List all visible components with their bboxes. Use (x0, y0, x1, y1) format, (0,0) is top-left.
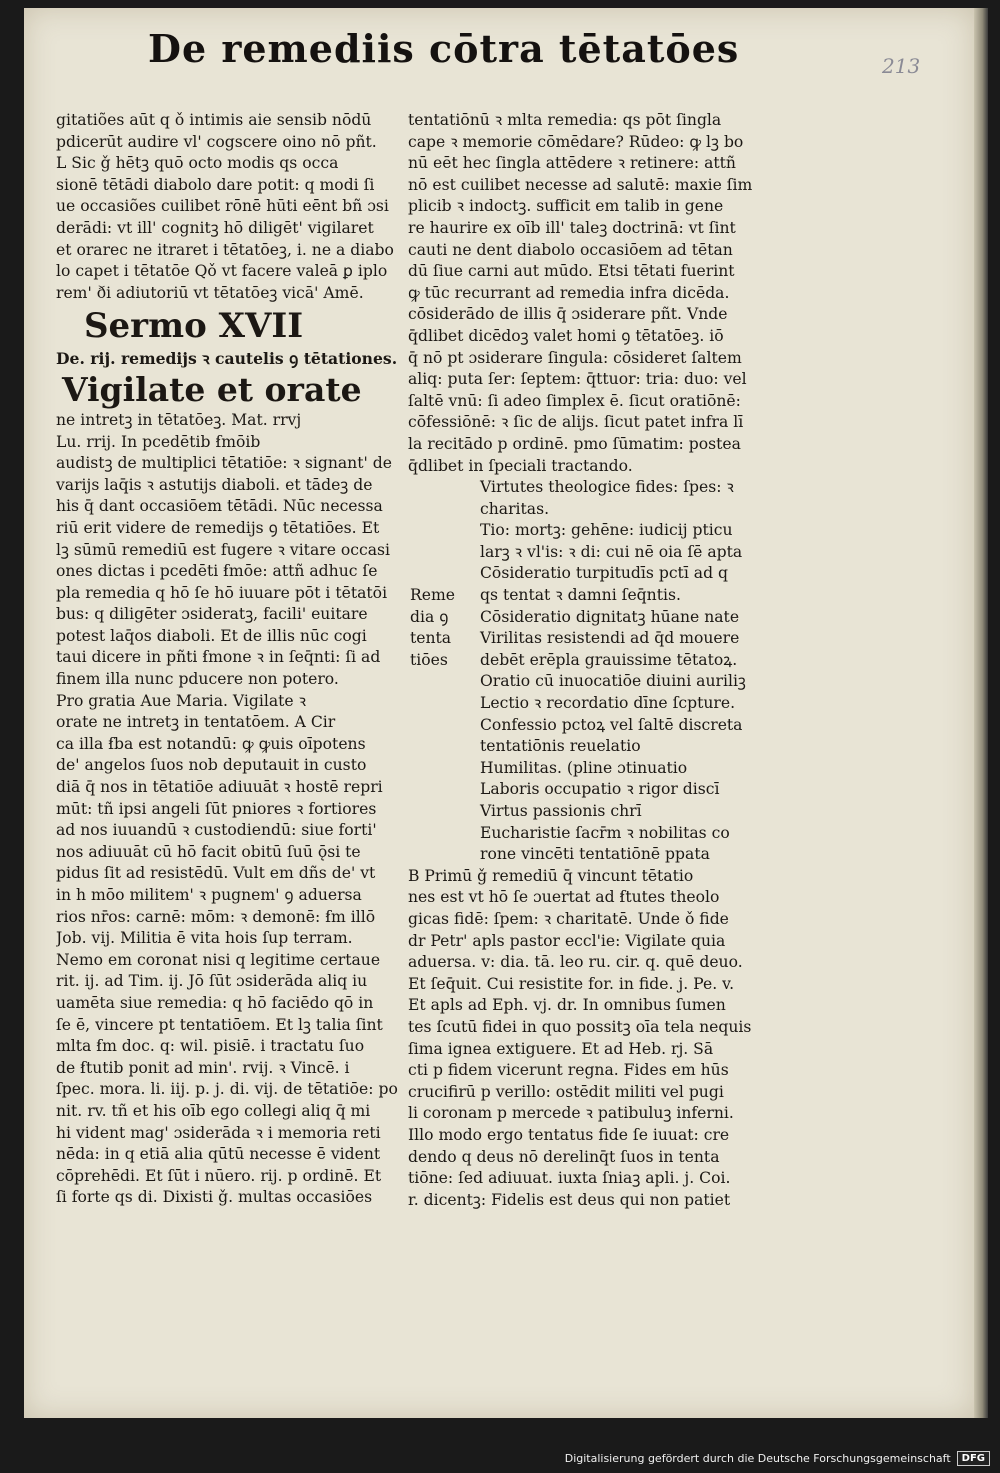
remedy-item: Confessio pctoꝝ vel ſaltē discreta (480, 715, 743, 734)
text-line: ones dictas i pcedēti ẜmōe: attñ adhuc ſe (56, 562, 378, 581)
text-line: bus: q diligēter ɔsideratꝫ, facili' euitare (56, 605, 368, 624)
text-line: aliq: puta ſer: ſeptem: q̄ttuor: tria: duo: vel (408, 370, 747, 389)
text-line: mlta ẜm doc. q: wil. pisiē. i tractatu ſuo (56, 1037, 365, 1056)
side-label-line: tenta (410, 629, 452, 648)
text-line: Illo modo ergo tentatus fide ſe iuuat: cre (408, 1125, 730, 1144)
remedy-item: Cōsideratio turpitudīs pctī ad q (480, 564, 728, 583)
side-label-line: Reme (410, 586, 455, 605)
text-line: rem' ði adiutoriū vt tētatōeꝫ vicā' Amē. (56, 283, 364, 302)
running-head: De remediis cōtra tētatōes (148, 26, 740, 71)
left-column (56, 110, 408, 1209)
text-line: uamēta siue remedia: q hō faciēdo qō in (56, 993, 374, 1012)
side-label-line: dia ꝯ (410, 607, 449, 626)
side-label-line: tiōes (410, 650, 448, 669)
footer-credit (560, 1448, 990, 1468)
text-line: hi vident mag' ɔsiderāda ꝛ i memoria reti (56, 1123, 381, 1142)
text-line: cōsiderādo de illis q̄ ɔsiderare pñt. Vnde (408, 305, 728, 324)
page-edge (974, 8, 988, 1418)
text-line: cape ꝛ memorie cōmēdare? Rūdeo: ꝙ lꝫ bo (408, 132, 744, 151)
text-line: cōfessiōnē: ꝛ ſic de alijs. ſicut patet infra lī (408, 413, 744, 432)
remedy-item: Cōsideratio dignitatꝫ hūane nate (480, 607, 740, 626)
remedy-item: charitas. (480, 499, 550, 518)
text-line: nū eēt hec ſingla attēdere ꝛ retinere: attñ (408, 154, 736, 173)
text-line: Et apls ad Eph. vj. dr. In omnibus ſumen (408, 996, 726, 1015)
text-line: nēda: in q etiā alia qūtū necesse ē vident (56, 1145, 381, 1164)
text-line: cōprehēdi. Et ſūt i nūero. rij. p ordinē. Et (56, 1166, 382, 1185)
text-line: nit. rv. tñ et his oīb ego collegi aliq q̄ mi (56, 1101, 371, 1120)
text-line: Nemo em coronat nisi q legitime certaue (56, 950, 381, 969)
folio-number: 213 (882, 54, 921, 78)
text-line: derādi: vt ill' cognitꝫ hō diligēt' vigilaret (56, 218, 374, 237)
sermo-heading: Sermo XVII (84, 306, 304, 347)
text-line: orate ne intretꝫ in tentatōem. A Cir (56, 713, 336, 732)
remedy-item: Virtutes theologice fides: ſpes: ꝛ (480, 478, 734, 497)
text-line: nō est cuilibet necesse ad salutē: maxie ſim (408, 175, 753, 194)
text-line: de ẜtutib ponit ad min'. rvij. ꝛ Vincē. i (56, 1058, 350, 1077)
remedy-item: Virtus passionis chrī (480, 802, 642, 820)
text-line: L Sic ǧ hētꝫ quō octo modis qs occa (56, 154, 339, 173)
text-line: B Primū ǧ remediū q̄ vincunt tētatio (408, 866, 694, 885)
text-line: ſima ignea extiguere. Et ad Heb. rj. Sā (408, 1039, 714, 1058)
text-line: tiōne: ſed adiuuat. iuxta ſniaꝫ apli. j. Coi. (408, 1169, 731, 1188)
text-line: gicas fidē: ſpem: ꝛ charitatē. Unde ǒ fide (408, 909, 729, 928)
text-line: his q̄ dant occasiōem tētādi. Nūc necessa (56, 497, 383, 516)
text-line: pla remedia q hō ſe hō iuuare pōt i tētatōi (56, 583, 388, 602)
right-column (408, 110, 770, 1211)
remedy-item: Lectio ꝛ recordatio dīne ſcpture. (480, 694, 736, 713)
text-line: ſpec. mora. li. iij. p. j. di. vij. de tētatiōe: po (56, 1080, 398, 1099)
remedy-item: Laboris occupatio ꝛ rigor discī (480, 780, 720, 799)
text-line: plicib ꝛ indoctꝫ. sufficit em talib in gene (408, 197, 724, 216)
text-line: ad nos iuuandū ꝛ custodiendū: siue forti' (56, 821, 377, 840)
text-line: dendo q deus nō derelinq̄t ſuos in tenta (408, 1147, 720, 1166)
text-line: finem illa nunc pducere non potero. (56, 670, 339, 689)
text-line: lo capet i tētatōe Qǒ vt facere valeā ꝑ iplo (56, 262, 388, 281)
text-line: nos adiuuāt cū hō facit obitū ſuū ǭsi te (56, 842, 361, 861)
text-line: aduersa. v: dia. tā. leo ru. cir. q. quē deuo. (408, 953, 743, 972)
text-line: ſaltē vnū: ſi adeo ſimplex ē. ſicut oratiōnē: (408, 391, 741, 410)
remedy-item: Oratio cū inuocatiōe diuini auriliꝫ (480, 672, 746, 691)
text-line: pidus ſit ad resistēdū. Vult em dñs de' vt (56, 864, 376, 883)
text-line: li coronam p mercede ꝛ patibuluꝫ inferni. (408, 1104, 734, 1123)
text-line: ꝙ tūc recurrant ad remedia infra dicēda. (408, 283, 730, 302)
dfg-logo: DFG (957, 1451, 990, 1466)
text-line: mūt: tñ ipsi angeli ſūt pniores ꝛ fortiores (56, 799, 377, 818)
text-line: nes est vt hō ſe ɔuertat ad ẜtutes theolo (408, 888, 720, 907)
text-line: rios nr̄os: carnē: mōm: ꝛ demonē: ẜm illō (56, 907, 376, 926)
remedy-item: Tio: mortꝫ: gehēne: iudicij pticu (480, 521, 733, 540)
text-line: re haurire ex oīb ill' taleꝫ doctrinā: vt ſint (408, 218, 736, 237)
text-line: q̄dlibet dicēdoꝫ valet homi ꝯ tētatōeꝫ. iō (408, 326, 724, 345)
right-text-before (408, 110, 770, 477)
remedy-item: larꝫ ꝛ vl'is: ꝛ di: cui nē oia ſē apta (480, 542, 743, 561)
text-line: tentatiōnū ꝛ mlta remedia: qs pōt ſingla (408, 111, 722, 129)
text-line: diā q̄ nos in tētatiōe adiuuāt ꝛ hostē repri (56, 778, 383, 797)
text-line: varijs laq̄is ꝛ astutijs diaboli. et tādeꝫ de (56, 475, 373, 494)
text-line: ue occasiões cuilibet rōnē hūti eēnt bñ ɔsi (56, 197, 389, 216)
left-text-after (56, 410, 408, 1209)
text-line: r. dicentꝫ: Fidelis est deus qui non patiet (408, 1190, 731, 1209)
text-line: q̄ nō pt ɔsiderare ſingula: cōsideret ſaltem (408, 348, 742, 367)
text-line: ſi forte qs di. Dixisti ǧ. multas occasiōes (56, 1188, 373, 1207)
sermo-subheading: De. rij. remedijs ꝛ cautelis ꝯ tētationes. (56, 349, 398, 369)
text-line: ne intretꝫ in tētatōeꝫ. Mat. rrvj (56, 410, 302, 429)
text-line: taui dicere in pñti ẜmone ꝛ in ſeq̄nti: ſi ad (56, 648, 381, 667)
text-line: q̄dlibet in ſpeciali tractando. (408, 456, 633, 475)
remedy-item: Humilitas. (pline ɔtinuatio (480, 758, 688, 777)
text-line: cauti ne dent diabolo occasiōem ad tētan (408, 240, 733, 259)
text-line: crucifirū p verillo: ostēdit militi vel pugi (408, 1082, 724, 1101)
left-text-before (56, 110, 408, 304)
text-line: lꝫ sūmū remediū est fugere ꝛ vitare occasi (56, 540, 391, 559)
text-line: la recitādo p ordinē. pmo ſūmatim: postea (408, 434, 741, 453)
text-line: Lu. rrij. In pcedētib ẜmōib (56, 432, 261, 451)
incipit: Vigilate et orate (62, 369, 362, 409)
right-text-after (408, 866, 770, 1212)
remedy-item: rone vincēti tentatiōnē ppata (480, 845, 710, 864)
text-line: rit. ij. ad Tim. ij. Jō ſūt ɔsiderāda aliq iu (56, 972, 368, 991)
text-line: pdicerūt audire vl' cogscere oino nō pñt. (56, 132, 377, 151)
remedy-item: debēt erēpla grauissime tētatoꝝ. (480, 650, 738, 669)
text-line: dr Petr' apls pastor eccl'ie: Vigilate quia (408, 931, 726, 950)
text-line: Job. vij. Militia ē vita hois ſup terram. (56, 929, 353, 948)
footer-credit-text: Digitalisierung gefördert durch die Deutsche Forschungsgemeinschaft (564, 1451, 951, 1465)
text-line: sionē tētādi diabolo dare potit: q modi ſi (56, 175, 375, 194)
remedia-side-label (410, 585, 466, 671)
text-line: in h mōo militem' ꝛ pugnem' ꝯ aduersa (56, 886, 362, 904)
text-line: cti p fidem vicerunt regna. Fides em hūs (408, 1061, 729, 1080)
text-line: Pro gratia Aue Maria. Vigilate ꝛ (56, 691, 307, 710)
remedy-item: Eucharistie ſacr̄m ꝛ nobilitas co (480, 823, 730, 842)
text-line: Et ſeq̄uit. Cui resistite for. in fide. j. Pe. v. (408, 974, 735, 993)
text-line: potest laq̄os diaboli. Et de illis nūc cogi (56, 626, 367, 645)
text-line: de' angelos ſuos nob deputauit in custo (56, 756, 367, 775)
text-line: gitatiões aūt q ǒ intimis aie sensib nōdū (56, 111, 372, 129)
text-line: et orarec ne itraret i tētatōeꝫ, i. ne a diabo (56, 240, 394, 259)
remedy-item: Virilitas resistendi ad q̄d mouere (480, 629, 740, 648)
text-line: ca illa ẜba est notandū: ꝙ ꝙuis oīpotens (56, 734, 366, 753)
text-line: audistꝫ de multiplici tētatiōe: ꝛ signant' de (56, 454, 392, 473)
text-line: riū erit videre de remedijs ꝯ tētatiōes. Et (56, 518, 380, 537)
text-line: ſe ē, vincere pt tentatiōem. Et lꝫ talia ſint (56, 1015, 383, 1034)
remedy-item: qs tentat ꝛ damni ſeq̄ntis. (480, 586, 681, 605)
text-line: dū ſiue carni aut mūdo. Etsi tētati fuerint (408, 262, 735, 281)
text-line: tes ſcutū fidei in quo possitꝫ oīa tela nequis (408, 1017, 752, 1036)
remedies-list (408, 477, 770, 866)
remedy-item: tentatiōnis reuelatio (480, 737, 641, 756)
